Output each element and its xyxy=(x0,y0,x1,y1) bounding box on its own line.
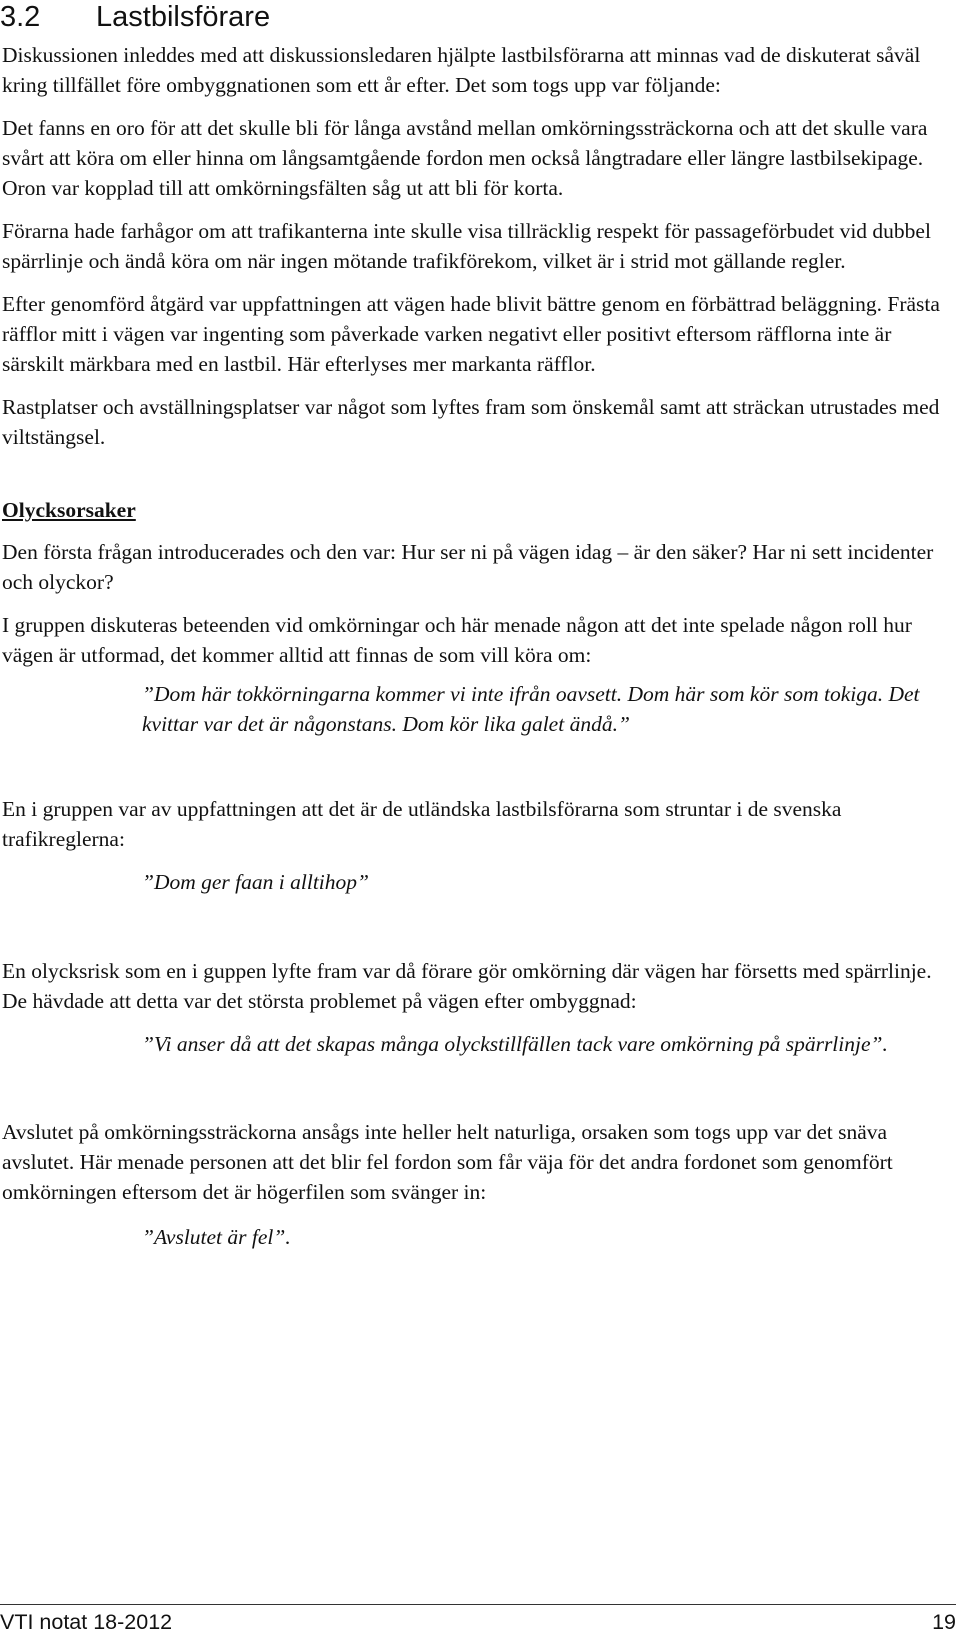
quote: ”Vi anser då att det skapas många olyckstillfällen tack vare omkörning på spärrlinje”. xyxy=(142,1032,888,1056)
paragraph: Det fanns en oro för att det skulle bli för långa avstånd mellan omkörningssträckorna och att det skulle vara svårt att köra om eller hinna om långsamtgående fordon men också långtradare eller längre lastbilsekipage. Oron var kopplad till att omkörningsfälten såg ut att bli för korta. xyxy=(2,116,928,200)
paragraph: Rastplatser och avställningsplatser var något som lyftes fram som önskemål samt att sträckan utrustades med viltstängsel. xyxy=(2,395,940,449)
body-text xyxy=(2,40,946,1252)
section-heading xyxy=(0,0,270,34)
paragraph: En olycksrisk som en i guppen lyfte fram var då förare gör omkörning där vägen har försetts med spärrlinje. De hävdade att detta var det största problemet på vägen efter ombyggnad: xyxy=(2,959,932,1013)
quote: ”Avslutet är fel”. xyxy=(142,1225,291,1249)
paragraph: Förarna hade farhågor om att trafikanterna inte skulle visa tillräcklig respekt för passageförbudet vid dubbel spärrlinje och ändå köra om när ingen mötande trafikförekom, vilket är i strid mot gällande regler. xyxy=(2,219,931,273)
paragraph: Den första frågan introducerades och den var: Hur ser ni på vägen idag – är den säker? Har ni sett incidenter och olyckor? xyxy=(2,540,934,594)
footer-rule xyxy=(0,1604,956,1605)
footer-report-id: VTI notat 18-2012 xyxy=(0,1610,173,1634)
paragraph: En i gruppen var av uppfattningen att det är de utländska lastbilsförarna som struntar i de svenska trafikreglerna: xyxy=(2,797,842,851)
paragraph: Avslutet på omkörningssträckorna ansågs inte heller helt naturliga, orsaken som togs upp var det snäva avslutet. Här menade personen att det blir fel fordon som får väja för det andra fordonet som genomfört omkörningen eftersom det är högerfilen som svänger in: xyxy=(2,1120,893,1204)
page-number: 19 xyxy=(932,1610,956,1634)
paragraph: Efter genomförd åtgärd var uppfattningen att vägen hade blivit bättre genom en förbättrad beläggning. Frästa räfflor mitt i vägen var ingenting som påverkade varken negativt eller positivt eftersom räfflorna inte är särskilt märkbara med en lastbil. Här efterlyses mer markanta räfflor. xyxy=(2,292,940,376)
section-title: Lastbilsförare xyxy=(96,1,271,33)
paragraph: Diskussionen inleddes med att diskussionsledaren hjälpte lastbilsförarna att minnas vad de diskuterat såväl kring tillfället före ombyggnationen som ett år efter. Det som togs upp var följande: xyxy=(2,43,921,97)
subsection-heading: Olycksorsaker xyxy=(2,498,136,522)
paragraph: I gruppen diskuteras beteenden vid omkörningar och här menade någon att det inte spelade någon roll hur vägen är utformad, det kommer alltid att finnas de som vill köra om: xyxy=(2,613,912,667)
quote: ”Dom här tokkörningarna kommer vi inte ifrån oavsett. Dom här som kör som tokiga. Det kvittar var det är någonstans. Dom kör lika galet ändå.” xyxy=(142,682,920,736)
section-number: 3.2 xyxy=(0,1,41,33)
page-footer xyxy=(0,1604,956,1640)
quote: ”Dom ger faan i alltihop” xyxy=(142,870,369,894)
